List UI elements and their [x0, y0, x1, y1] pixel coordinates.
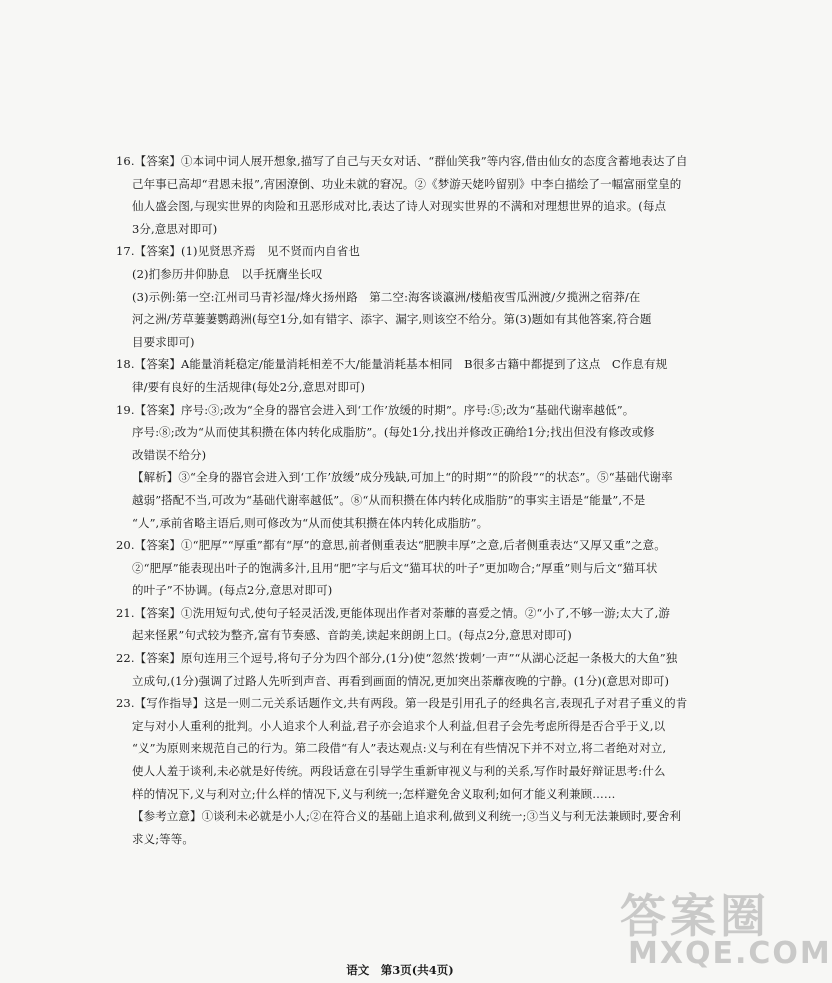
text-line: 越弱”搭配不当,可改为“基础代谢率越低”。⑧“从而积攒在体内转化成脂肪”的事实主语是“能量”,不是: [132, 492, 646, 507]
text-line: 16.【答案】①本词中词人展开想象,描写了自己与天女对话、“群仙笑我”等内容,借由仙女的态度含蓄地表达了自: [116, 154, 688, 168]
text-line: 22.【答案】原句连用三个逗号,将句子分为四个部分,(1分)使“忽然‘拨刺’一声”“从湖心泛起一条极大的大鱼”独: [116, 651, 678, 666]
text-line: “人”,承前省略主语后,则可修改为“从而使其积攒在体内转化成脂肪”。: [132, 515, 489, 530]
text-line: 19.【答案】序号:③;改为“全身的器官会进入到‘工作’放缓的时期”。序号:⑤;改为“基础代谢率越低”。: [116, 402, 635, 417]
text-line: (3)示例:第一空:江州司马青衫湿/烽火扬州路 第二空:海客谈瀛洲/楼船夜雪瓜洲渡/夕揽洲之宿莽/在: [132, 289, 641, 304]
text-line: 【参考立意】①谈利未必就是小人;②在符合义的基础上追求利,做到义利统一;③当义与利无法兼顾时,要舍利: [132, 809, 682, 824]
text-line: 改错误不给分): [132, 447, 207, 462]
text-line: 立成句,(1分)强调了过路人先听到声音、再看到画面的情况,更加突出荼蘼夜晚的宁静。(1分)(意思对即可): [132, 673, 670, 688]
text-line: 河之洲/芳草萋萋鹦鹉洲(每空1分,如有错字、添字、漏字,则该空不给分。第(3)题如有其他答案,符合题: [132, 312, 652, 327]
text-line: (2)扪参历井仰胁息 以手抚膺坐长叹: [132, 266, 323, 281]
text-line: 的叶子”不协调。(每点2分,意思对即可): [132, 583, 333, 598]
text-line: 序号:⑧;改为“从而使其积攒在体内转化成脂肪”。(每处1分,找出并修改正确给1分;找出但没有修改或修: [132, 425, 655, 440]
text-line: 使人人羞于谈利,未必就是好传统。两段话意在引导学生重新审视义与利的关系,写作时最好辩证思考:什么: [132, 764, 666, 779]
text-line: 21.【答案】①洗用短句式,使句子轻灵活泼,更能体现出作者对荼蘼的喜爱之情。②“小了,不够一游;太大了,游: [116, 605, 670, 620]
text-line: 18.【答案】A能量消耗稳定/能量消耗相差不大/能量消耗基本相同 B很多古籍中都提到了这点 C作息有规: [116, 357, 668, 372]
watermark-en-text: MXQE.COM: [628, 936, 832, 971]
text-line: 样的情况下,义与利对立;什么样的情况下,义与利统一;怎样避免舍义取利;如何才能义利兼顾……: [132, 786, 616, 801]
text-line: 23.【写作指导】这是一则二元关系话题作文,共有两段。第一段是引用孔子的经典名言,表现孔子对君子重义的肯: [116, 696, 688, 711]
text-line: 【解析】③“全身的器官会进入到‘工作’放缓”成分残缺,可加上“的时期”“的阶段”“的状态”。⑤“基础代谢率: [132, 470, 673, 485]
answer-key-body: [116, 150, 694, 850]
text-line: 20.【答案】①“肥厚”“厚重”都有“厚”的意思,前者侧重表达“肥腴丰厚”之意,后者侧重表达“又厚又重”之意。: [116, 538, 666, 553]
watermark-cn-text: 答案圈: [620, 889, 770, 943]
text-line: 起来怪累”句式较为整齐,富有节奏感、音韵美,读起来朗朗上口。(每点2分,意思对即可): [132, 628, 572, 643]
text-line: 17.【答案】(1)见贤思齐焉 见不贤而内自省也: [116, 244, 360, 259]
text-line: 目要求即可): [132, 334, 195, 349]
page-footer: 语文 第3页(共4页): [346, 963, 454, 977]
text-line: 律/要有良好的生活规律(每处2分,意思对即可): [132, 379, 366, 394]
watermark-logo: [620, 880, 832, 980]
text-line: 己年事已高却“君恩未报”,宵困潦倒、功业未就的窘况。②《梦游天姥吟留别》中李白描绘了一幅富丽堂皇的: [132, 176, 682, 191]
text-line: ②“肥厚”能表现出叶子的饱满多汁,且用“肥”字与后文“猫耳状的叶子”更加吻合;“厚重”则与后文“猫耳状: [132, 560, 658, 575]
text-line: 求义;等等。: [132, 831, 194, 846]
text-line: 仙人盛会图,与现实世界的肉险和丑恶形成对比,表达了诗人对现实世界的不满和对理想世界的追求。(每点: [132, 199, 667, 214]
text-line: 定与对小人重利的批判。小人追求个人利益,君子亦会追求个人利益,但君子会先考虑所得是否合乎于义,以: [132, 718, 666, 733]
text-line: “义”为原则来规范自己的行为。第二段借“有人”表达观点:义与利在有些情况下并不对立,将二者绝对对立,: [132, 741, 667, 756]
text-line: 3分,意思对即可): [132, 221, 218, 236]
